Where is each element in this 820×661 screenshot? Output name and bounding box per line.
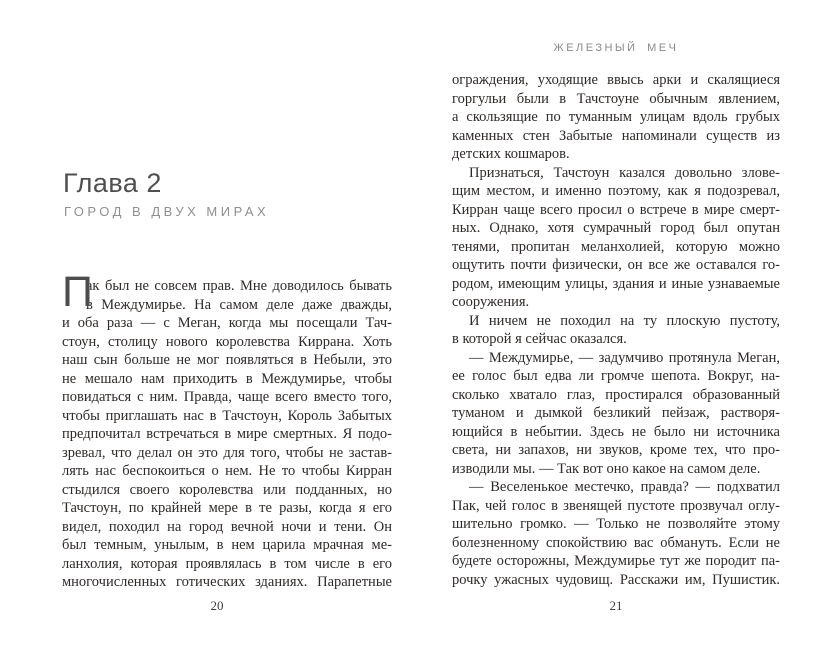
page-right bbox=[452, 0, 780, 661]
text-line: каменных стен Забытые напоминали существ из bbox=[452, 127, 780, 144]
right-page-lines bbox=[452, 71, 780, 589]
text-line: ограждения, уходящие ввысь арки и скалящиеся bbox=[452, 72, 780, 88]
text-line: тенями, пропитан меланхолией, которую можно bbox=[452, 238, 780, 255]
left-page-lines bbox=[62, 277, 392, 592]
chapter-subtitle: ГОРОД В ДВУХ МИРАХ bbox=[64, 204, 270, 219]
text-line: Кирран чаще всего просил о встрече в мире смерт- bbox=[452, 201, 780, 218]
text-line: ных. Однако, хотя сумрачный город был опутан bbox=[452, 220, 780, 236]
text-line: повидаться с ним. Правда, чаще всего вместо того, bbox=[62, 389, 392, 405]
text-line: а скользящие по туманным улицам вдоль грубых bbox=[452, 109, 780, 125]
text-line: Тачстоун, по крайней мере в те разы, когда я его bbox=[62, 500, 392, 516]
page-left bbox=[62, 0, 392, 661]
chapter-title: Глава 2 bbox=[63, 168, 162, 198]
text-line: света, ни запахов, ни звуков, кроме тех, что про- bbox=[452, 442, 780, 458]
text-line: зревал, что делал он это для того, чтобы не застав- bbox=[62, 444, 392, 461]
text-line: лять нас беспокоиться о нем. Не то чтобы Кирран bbox=[62, 463, 392, 479]
running-header: ЖЕЛЕЗНЫЙ МЕЧ bbox=[553, 42, 679, 54]
text-line: стыдился своего королевства или подданных, но bbox=[62, 481, 392, 498]
text-line: горгульи были в Тачстоуне обычным явлением, bbox=[452, 90, 780, 107]
text-line: детских кошмаров. bbox=[452, 146, 570, 162]
text-line: наш сын больше не мог появляться в Небыли, это bbox=[62, 352, 392, 368]
text-line: болезненному спокойствию вас обмануть. Если не bbox=[452, 534, 780, 551]
page-number-right: 21 bbox=[609, 598, 623, 613]
text-line: родом, имеющим улицы, здания и иные узнаваемые bbox=[452, 275, 780, 292]
text-line: Пак, чей голос в звенящей пустоте прозвучал оглу- bbox=[452, 497, 780, 514]
text-line: шительно громко. — Только не позволяйте этому bbox=[452, 516, 780, 532]
text-line: видел, походил на город вечной ночи и тени. Он bbox=[62, 518, 392, 535]
drop-cap: П bbox=[62, 268, 93, 316]
text-line: ак был не совсем прав. Мне доводилось бывать bbox=[86, 278, 392, 294]
text-line: щим местом, и именно поэтому, как я подозревал, bbox=[452, 183, 780, 199]
text-line: в которой я сейчас оказался. bbox=[452, 331, 627, 347]
text-line: ощутить почти физически, он все же оставался го- bbox=[452, 257, 780, 273]
text-line: ланхолия, которая проявлялась в том числе в его bbox=[62, 555, 392, 572]
text-line: стоун, столицу нового королевства Киррана. Хоть bbox=[62, 333, 392, 350]
text-line: в Междумирье. На самом деле даже дважды, bbox=[86, 296, 392, 313]
text-line: сколько хватало глаз, простирался образованный bbox=[452, 386, 780, 403]
text-line: был темным, унылым, в нем царила мрачная ме- bbox=[62, 537, 392, 553]
text-line: изводили мы. — Так вот оно какое на самом деле. bbox=[452, 460, 761, 477]
text-line: не мешало нам приходить в Междумирье, чтобы bbox=[62, 370, 392, 387]
text-line: чтобы приглашать нас в Тачстоун, Король Забытых bbox=[62, 407, 392, 424]
text-line: — Междумирье, — задумчиво протянула Меган, bbox=[469, 349, 780, 366]
text-line: предпочитал встречаться в мире смертных. Я подо- bbox=[62, 426, 392, 442]
text-line: И ничем не походил на ту плоскую пустоту, bbox=[469, 312, 780, 329]
text-line: рочку ужасных чудовищ. Расскажи им, Пушистик. bbox=[452, 571, 780, 588]
text-line: туманом и дымкой безликий пейзаж, растворя- bbox=[452, 405, 780, 421]
right-page-body bbox=[452, 71, 780, 589]
text-line: — Веселенькое местечко, правда? — подхватил bbox=[469, 479, 780, 495]
text-line: и оба раза — с Меган, когда мы посещали Тач- bbox=[62, 315, 392, 331]
text-line: ющийся в небытии. Здесь не было ни источника bbox=[452, 423, 780, 440]
text-line: ее голос был едва ли громче шепота. Вокруг, на- bbox=[452, 368, 780, 384]
text-line: Признаться, Тачстоун казался довольно злове- bbox=[469, 164, 780, 181]
text-line: будете осторожны, Междумирье тут же породит па- bbox=[452, 553, 780, 569]
text-line: сооружения. bbox=[452, 294, 530, 310]
left-page-body bbox=[62, 268, 392, 592]
page-number-left: 20 bbox=[210, 598, 224, 613]
text-line: многочисленных готических зданиях. Парапетные bbox=[62, 574, 392, 590]
